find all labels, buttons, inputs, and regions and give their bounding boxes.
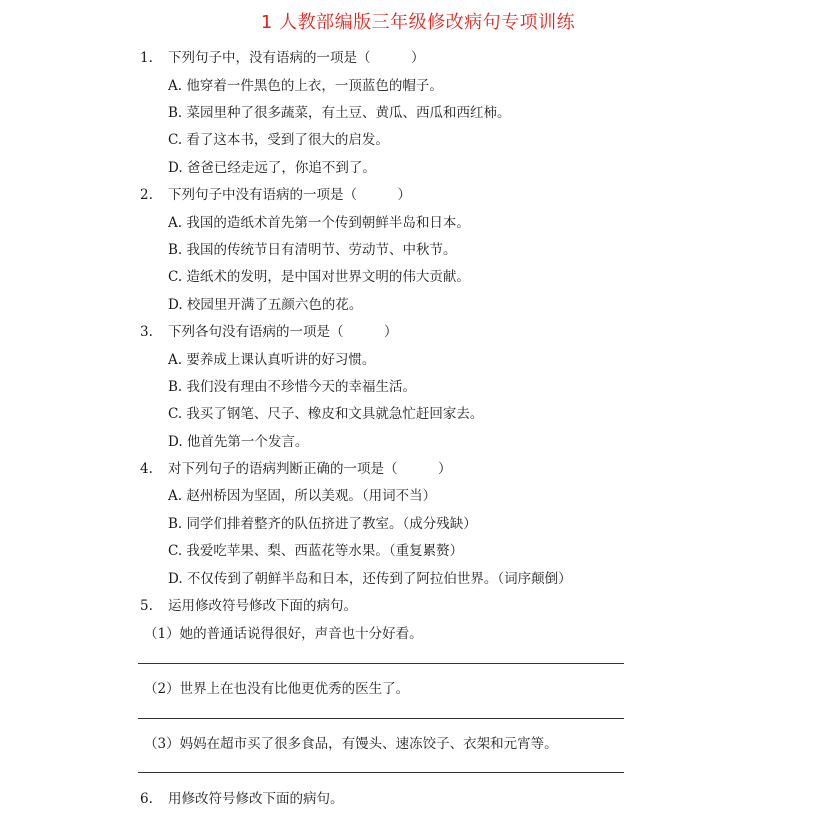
option-c: C. 造纸术的发明，是中国对世界文明的伟大贡献。 bbox=[168, 269, 470, 285]
sub-question-1: （1）她的普通话说得很好，声音也十分好看。 bbox=[144, 626, 423, 642]
option-a: A. 我国的造纸术首先第一个传到朝鲜半岛和日本。 bbox=[168, 215, 470, 231]
option-d: D. 他首先第一个发言。 bbox=[168, 434, 309, 450]
option-c: C. 我爱吃苹果、梨、西蓝花等水果。（重复累赘） bbox=[168, 543, 464, 559]
answer-line[interactable] bbox=[138, 718, 624, 719]
option-d: D. 校园里开满了五颜六色的花。 bbox=[168, 297, 363, 313]
answer-line[interactable] bbox=[138, 772, 624, 773]
question-4 bbox=[140, 457, 452, 477]
option-c: C. 我买了钢笔、尺子、橡皮和文具就急忙赶回家去。 bbox=[168, 406, 484, 422]
answer-line[interactable] bbox=[138, 663, 624, 664]
question-number: 3. bbox=[140, 324, 153, 340]
question-number: 1. bbox=[140, 50, 153, 66]
question-2 bbox=[140, 183, 411, 203]
option-a: A. 要养成上课认真听讲的好习惯。 bbox=[168, 352, 376, 368]
question-1 bbox=[140, 46, 425, 66]
option-b: B. 同学们排着整齐的队伍挤进了教室。（成分残缺） bbox=[168, 516, 477, 532]
question-3 bbox=[140, 320, 398, 340]
sub-question-3: （3）妈妈在超市买了很多食品，有馒头、速冻饺子、衣架和元宵等。 bbox=[144, 736, 558, 752]
question-stem: 对下列句子的语病判断正确的一项是（ ） bbox=[168, 461, 452, 477]
question-6 bbox=[140, 787, 344, 807]
question-stem: 下列各句没有语病的一项是（ ） bbox=[168, 324, 398, 340]
option-d: D. 爸爸已经走远了，你追不到了。 bbox=[168, 160, 376, 176]
question-stem: 下列句子中没有语病的一项是（ ） bbox=[168, 187, 411, 203]
question-number: 6. bbox=[140, 791, 153, 807]
option-b: B. 我国的传统节日有清明节、劳动节、中秋节。 bbox=[168, 242, 457, 258]
sub-question-2: （2）世界上在也没有比他更优秀的医生了。 bbox=[144, 681, 410, 697]
question-number: 5. bbox=[140, 598, 153, 614]
question-number: 2. bbox=[140, 187, 153, 203]
option-b: B. 菜园里种了很多蔬菜，有土豆、黄瓜、西瓜和西红柿。 bbox=[168, 105, 511, 121]
question-number: 4. bbox=[140, 461, 153, 477]
option-a: A. 赵州桥因为坚固，所以美观。（用词不当） bbox=[168, 488, 437, 504]
question-5 bbox=[140, 594, 357, 614]
question-stem: 用修改符号修改下面的病句。 bbox=[168, 791, 344, 807]
option-d: D. 不仅传到了朝鲜半岛和日本，还传到了阿拉伯世界。（词序颠倒） bbox=[168, 571, 572, 587]
option-a: A. 他穿着一件黑色的上衣，一顶蓝色的帽子。 bbox=[168, 78, 443, 94]
question-stem: 运用修改符号修改下面的病句。 bbox=[168, 598, 357, 614]
option-c: C. 看了这本书，受到了很大的启发。 bbox=[168, 132, 389, 148]
option-b: B. 我们没有理由不珍惜今天的幸福生活。 bbox=[168, 379, 417, 395]
question-stem: 下列句子中，没有语病的一项是（ ） bbox=[168, 50, 425, 66]
worksheet-title: 1 人教部编版三年级修改病句专项训练 bbox=[260, 12, 576, 33]
